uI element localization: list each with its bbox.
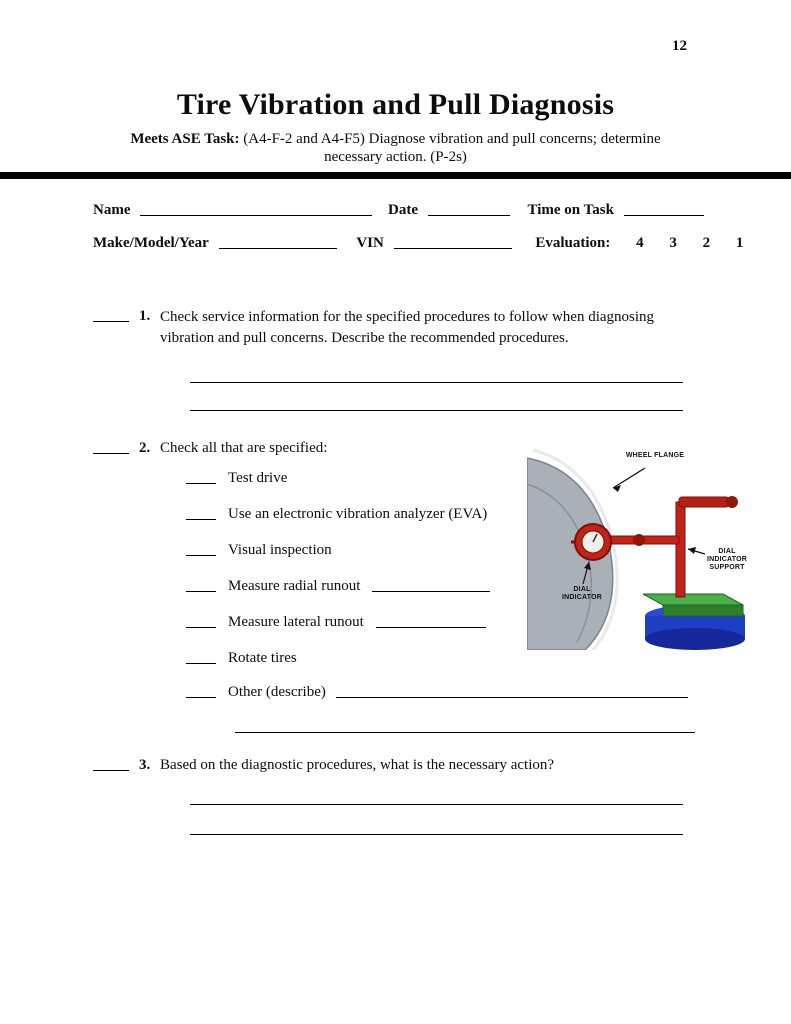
dial-indicator-support-label: DIAL INDICATOR SUPPORT [706, 548, 748, 571]
other-describe-blank [336, 683, 688, 698]
question-3 [93, 756, 554, 774]
base-top [643, 594, 743, 605]
checkbox-blank [186, 649, 216, 664]
support-arrowhead [688, 547, 696, 554]
answer-line [190, 409, 683, 411]
vin-field-blank [394, 234, 512, 249]
evaluation-score-2: 2 [702, 235, 711, 251]
checklist-label: Measure radial runout [228, 578, 361, 594]
checklist-item [186, 577, 490, 595]
time-on-task-field-blank [624, 201, 704, 216]
wheel-flange-arrow [613, 468, 645, 488]
checklist-label: Use an electronic vibration analyzer (EVA) [228, 506, 488, 522]
checkbox-blank [186, 505, 216, 520]
answer-line [190, 833, 683, 835]
answer-line [190, 803, 683, 805]
question-1-text: Check service information for the specified procedures to follow when diagnosing vibration and pull concerns. Describe the recommended procedures. [160, 309, 655, 346]
question-3-number: 3. [139, 757, 151, 773]
checklist-label: Visual inspection [228, 542, 332, 558]
question-1-score-blank [93, 307, 129, 322]
wheel-flange-label: WHEEL FLANGE [625, 452, 685, 459]
checklist-label: Measure lateral runout [228, 614, 364, 630]
ase-task-line2: necessary action. (P-2s) [324, 149, 467, 165]
name-field-blank [140, 201, 372, 216]
question-2 [93, 439, 327, 457]
measurement-blank [376, 613, 486, 628]
clamp-arm [679, 497, 729, 507]
answer-line [190, 381, 683, 383]
question-1 [93, 307, 684, 349]
make-model-year-label: Make/Model/Year [93, 235, 209, 251]
dial-indicator-figure [527, 444, 753, 650]
vin-label: VIN [356, 235, 384, 251]
page-title: Tire Vibration and Pull Diagnosis [176, 88, 615, 121]
date-label: Date [388, 202, 418, 218]
dial-indicator-illustration [527, 444, 753, 650]
divider-rule [0, 172, 791, 179]
checklist-item [186, 683, 688, 701]
base-front [663, 605, 743, 616]
checklist-label: Other (describe) [228, 684, 326, 700]
clamp-knob [726, 496, 738, 508]
time-on-task-label: Time on Task [527, 202, 614, 218]
form-row-name [93, 201, 704, 219]
ase-task-subtitle [0, 130, 791, 166]
measurement-blank [372, 577, 490, 592]
checklist-label: Test drive [228, 470, 288, 486]
answer-line [235, 731, 695, 733]
checklist-item [186, 505, 487, 523]
checklist-item [186, 469, 287, 487]
support-post [676, 502, 685, 597]
arm-joint [633, 534, 645, 546]
page-number: 12 [672, 38, 687, 54]
make-model-year-field-blank [219, 234, 337, 249]
form-row-vehicle [93, 234, 743, 252]
name-label: Name [93, 202, 131, 218]
question-1-number: 1. [139, 308, 151, 324]
evaluation-score-3: 3 [669, 235, 677, 251]
checklist-item [186, 541, 332, 559]
ase-task-text: (A4-F-2 and A4-F5) Diagnose vibration and pull concerns; determine [243, 131, 661, 147]
ase-task-label: Meets ASE Task: [130, 131, 240, 147]
question-2-number: 2. [139, 440, 151, 456]
evaluation-label: Evaluation: [535, 235, 611, 251]
drum-bottom [645, 628, 745, 650]
date-field-blank [428, 201, 510, 216]
checkbox-blank [186, 683, 216, 698]
question-3-score-blank [93, 756, 129, 771]
ase-task-line1 [0, 130, 791, 148]
checkbox-blank [186, 469, 216, 484]
checkbox-blank [186, 613, 216, 628]
question-3-text: Based on the diagnostic procedures, what is the necessary action? [160, 757, 555, 773]
question-2-text: Check all that are specified: [160, 440, 328, 456]
checkbox-blank [186, 577, 216, 592]
evaluation-score-1: 1 [735, 235, 744, 251]
question-2-score-blank [93, 439, 129, 454]
checklist-item [186, 613, 486, 631]
checkbox-blank [186, 541, 216, 556]
dial-indicator-label: DIAL INDICATOR [561, 586, 603, 601]
checklist-item [186, 649, 297, 667]
evaluation-score-4: 4 [636, 235, 644, 251]
checklist-label: Rotate tires [228, 650, 297, 666]
